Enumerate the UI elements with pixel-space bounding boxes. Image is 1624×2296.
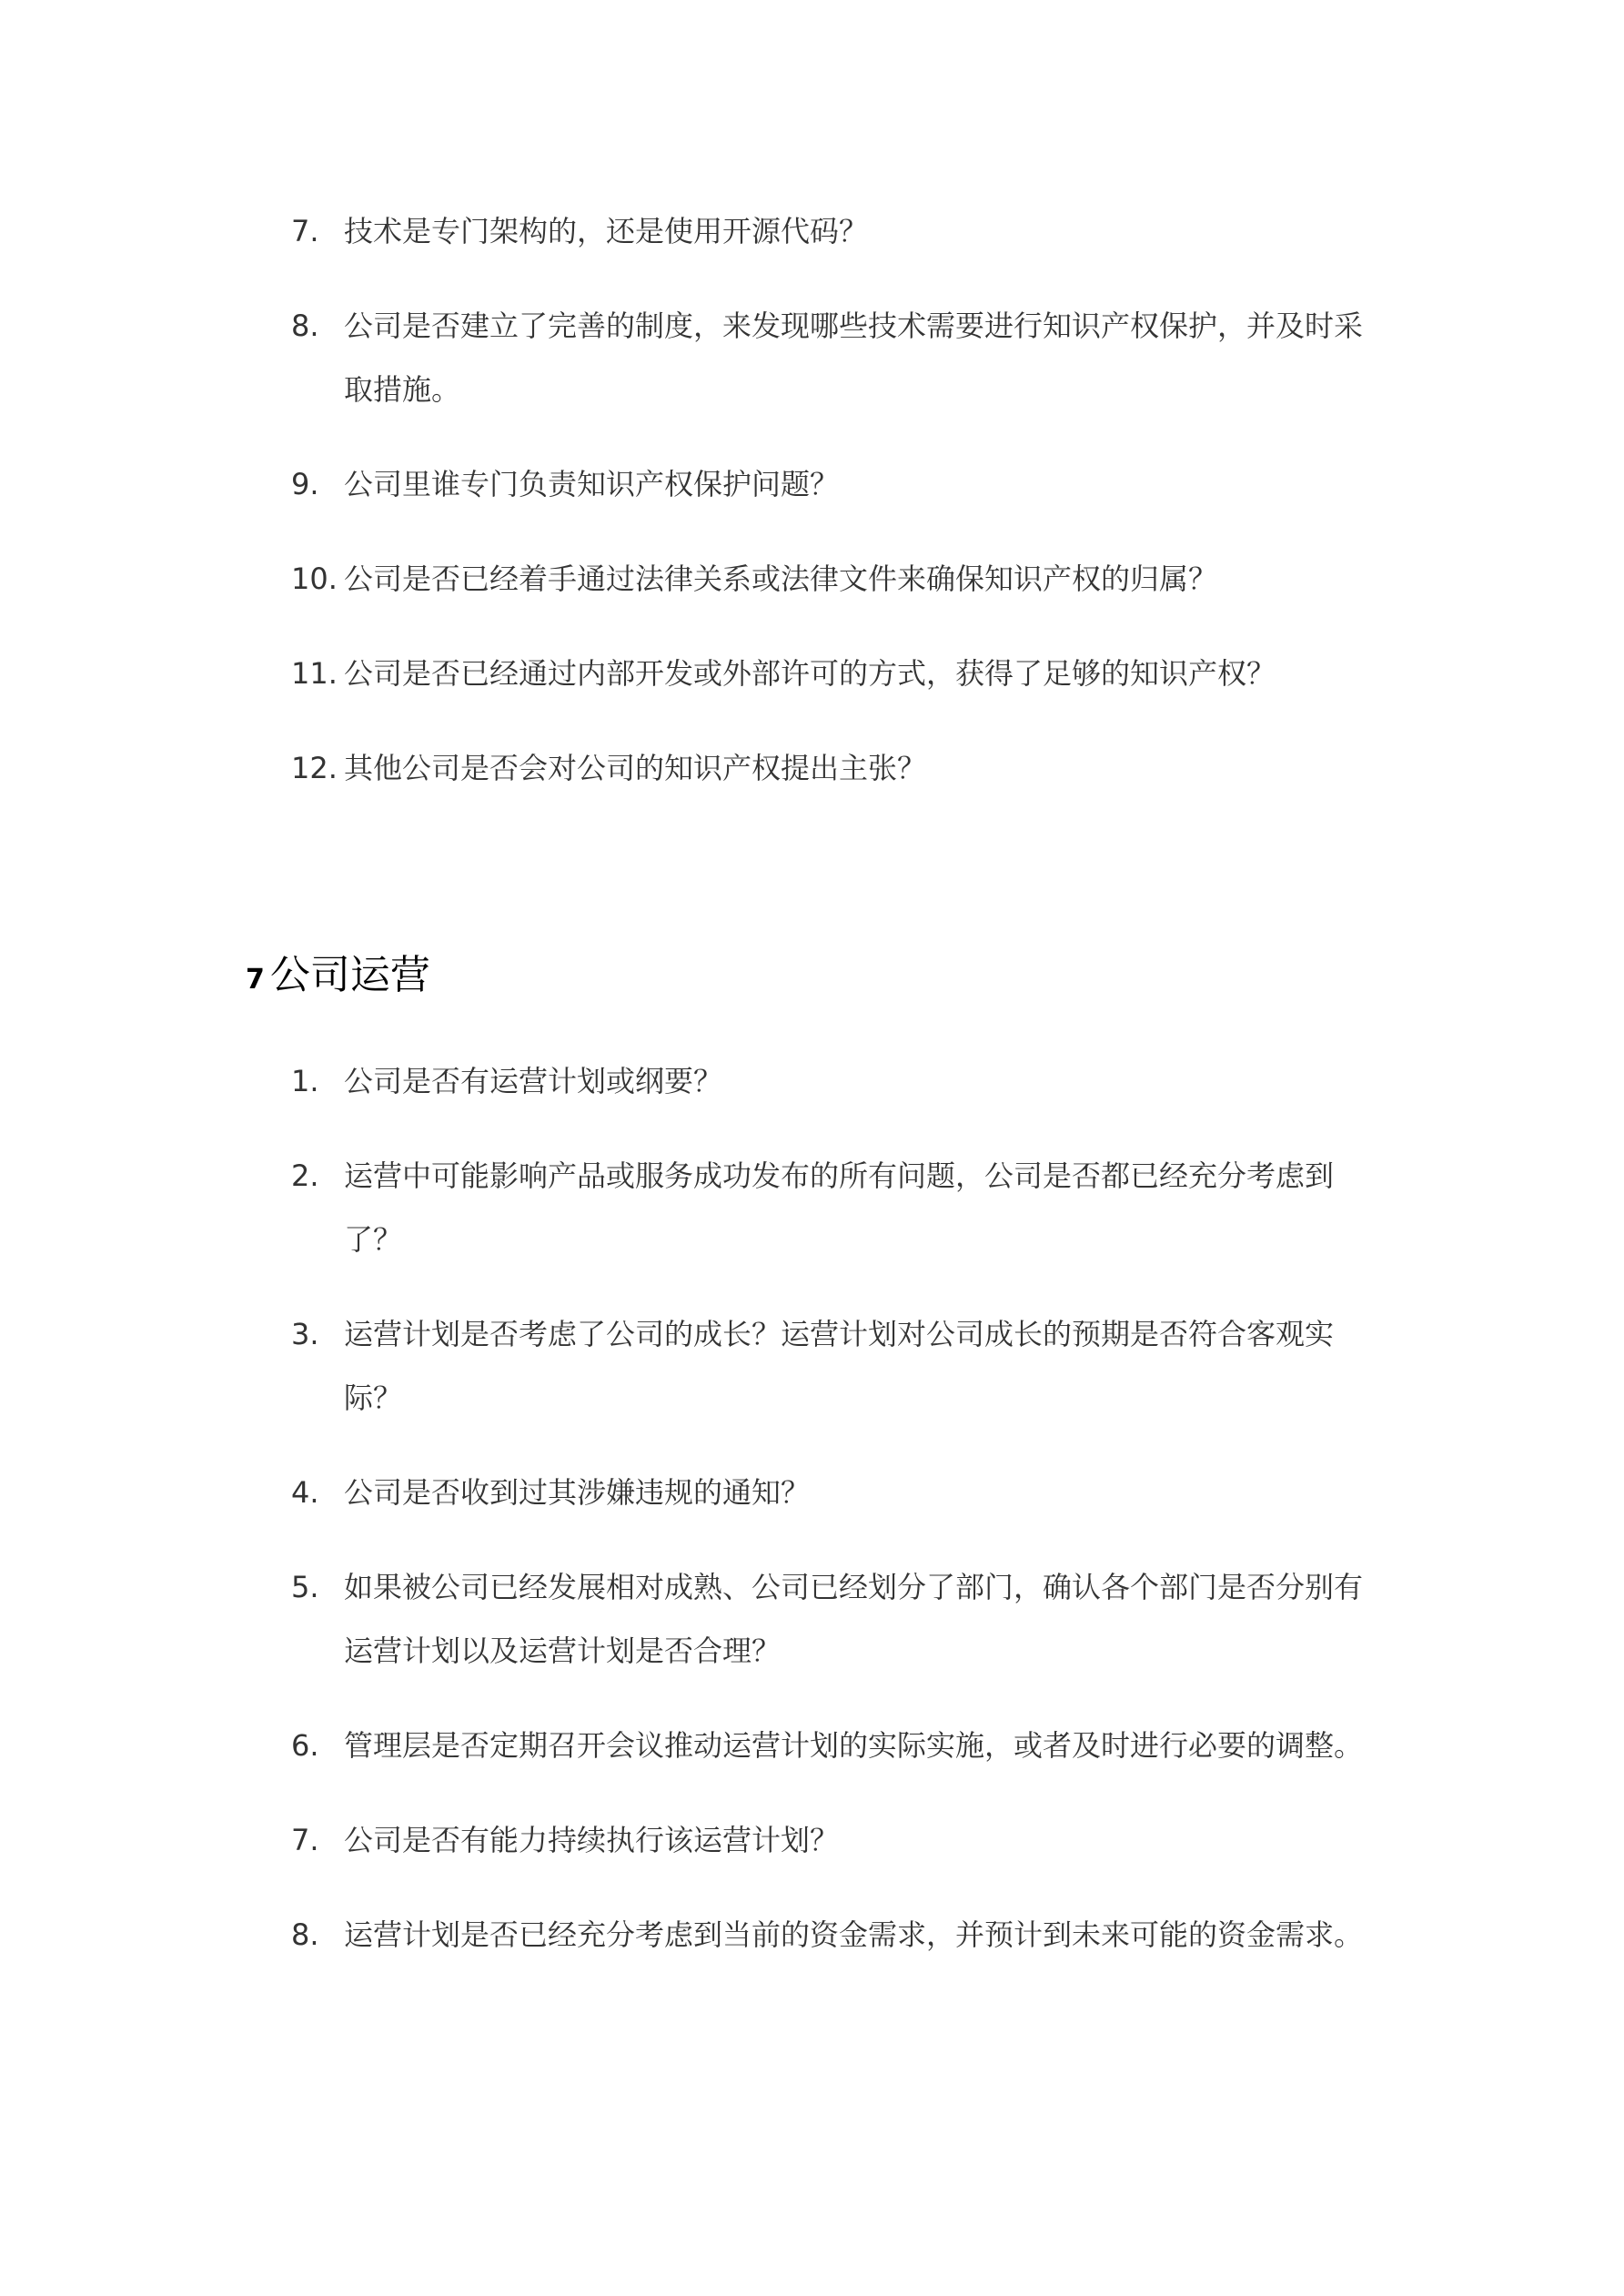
item-text: 公司是否建立了完善的制度，来发现哪些技术需要进行知识产权保护，并及时采取措施。 — [344, 308, 1364, 407]
list-item — [0, 736, 1624, 800]
item-text: 运营计划是否已经充分考虑到当前的资金需求，并预计到未来可能的资金需求。 — [344, 1917, 1364, 1952]
list-item — [0, 1808, 1624, 1872]
list-item — [0, 1555, 1624, 1683]
item-number: 6. — [291, 1728, 319, 1763]
list-item — [0, 199, 1624, 263]
item-number: 2. — [291, 1158, 319, 1193]
list-item — [0, 1903, 1624, 1967]
item-text: 公司里谁专门负责知识产权保护问题？ — [344, 467, 840, 501]
list-item — [0, 1302, 1624, 1430]
list-item — [0, 1049, 1624, 1113]
item-text: 公司是否有能力持续执行该运营计划？ — [344, 1823, 840, 1857]
item-number: 9. — [291, 467, 319, 501]
item-number: 8. — [291, 308, 319, 343]
section-heading — [246, 946, 430, 1010]
item-text: 公司是否收到过其涉嫌违规的通知？ — [344, 1475, 811, 1510]
list-item — [0, 1461, 1624, 1524]
item-number: 12. — [291, 751, 338, 785]
item-number: 10. — [291, 561, 338, 596]
item-text: 管理层是否定期召开会议推动运营计划的实际实施，或者及时进行必要的调整。 — [344, 1728, 1364, 1763]
ip-question-list — [0, 199, 1624, 831]
list-item — [0, 547, 1624, 611]
item-text: 技术是专门架构的，还是使用开源代码？ — [344, 214, 869, 248]
list-item — [0, 294, 1624, 421]
item-text: 公司是否已经通过内部开发或外部许可的方式，获得了足够的知识产权？ — [344, 656, 1276, 691]
item-number: 11. — [291, 656, 338, 691]
item-text: 运营中可能影响产品或服务成功发布的所有问题，公司是否都已经充分考虑到了？ — [344, 1158, 1335, 1257]
section-number: 7 — [246, 964, 265, 996]
list-item — [0, 452, 1624, 516]
item-number: 8. — [291, 1917, 319, 1952]
item-text: 公司是否有运营计划或纲要？ — [344, 1064, 723, 1098]
list-item — [0, 642, 1624, 705]
item-text: 运营计划是否考虑了公司的成长？运营计划对公司成长的预期是否符合客观实际？ — [344, 1317, 1335, 1415]
item-text: 公司是否已经着手通过法律关系或法律文件来确保知识产权的归属？ — [344, 561, 1218, 596]
operations-question-list — [0, 1049, 1624, 1998]
item-number: 4. — [291, 1475, 319, 1510]
item-number: 5. — [291, 1570, 319, 1604]
item-number: 7. — [291, 1823, 319, 1857]
item-number: 1. — [291, 1064, 319, 1098]
list-item — [0, 1714, 1624, 1777]
section-title-text: 公司运营 — [269, 952, 430, 998]
list-item — [0, 1144, 1624, 1271]
item-text: 如果被公司已经发展相对成熟、公司已经划分了部门，确认各个部门是否分别有运营计划以及运营计划是否合理？ — [344, 1570, 1364, 1668]
item-number: 7. — [291, 214, 319, 248]
item-text: 其他公司是否会对公司的知识产权提出主张？ — [344, 751, 927, 785]
item-number: 3. — [291, 1317, 319, 1351]
